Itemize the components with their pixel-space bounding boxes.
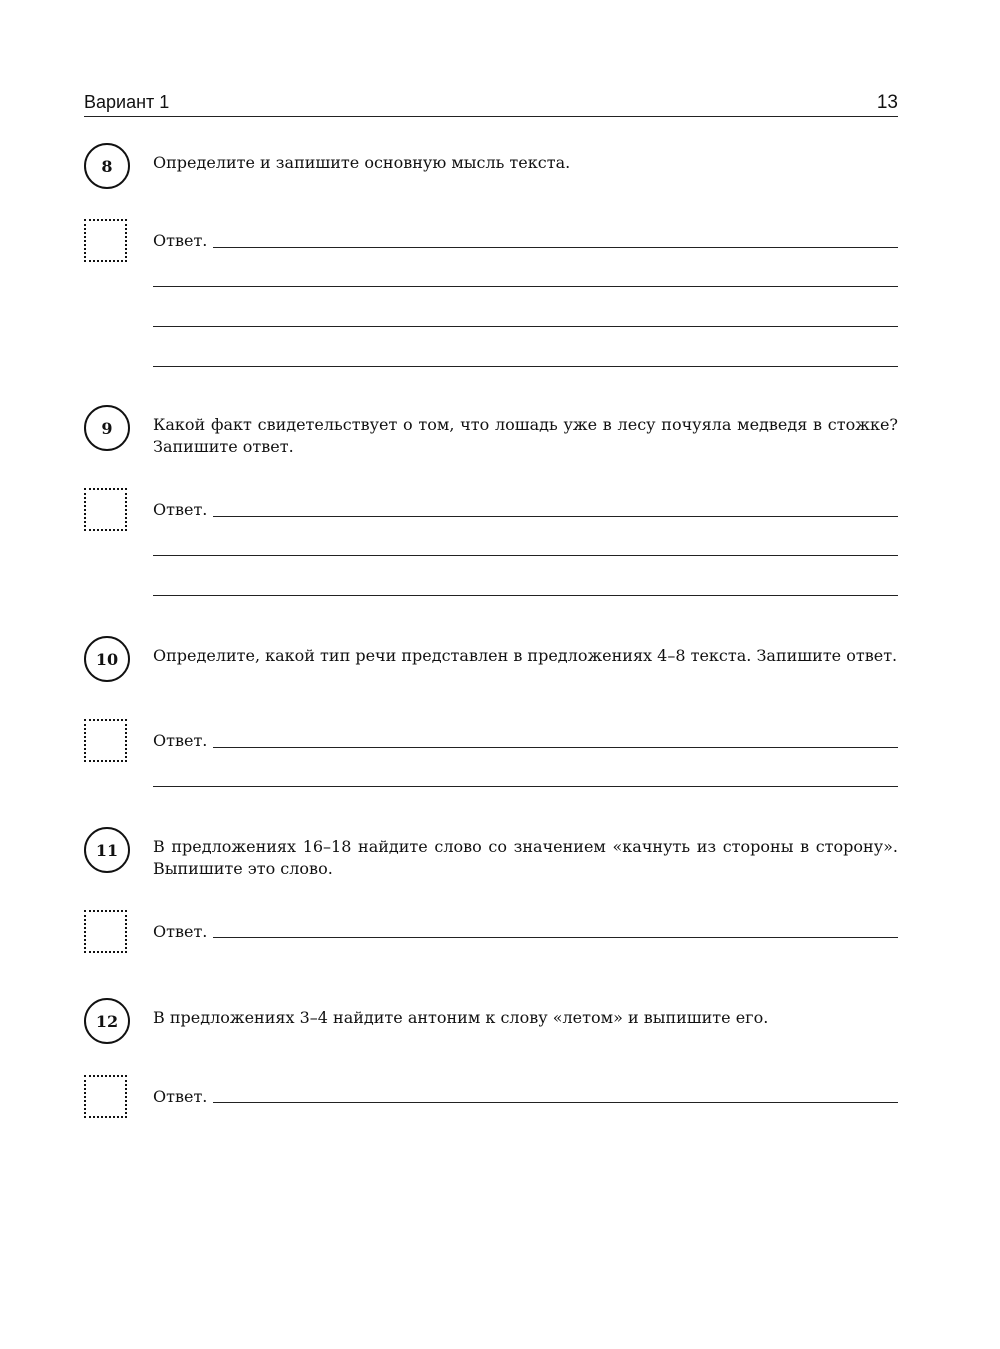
task-number: 8 bbox=[84, 143, 130, 189]
task-question: В предложениях 16–18 найдите слово со значением «качнуть из стороны в сторону». Выпишите это слово. bbox=[153, 837, 898, 878]
answer-label: Ответ. bbox=[153, 922, 208, 941]
answer-line[interactable] bbox=[153, 555, 898, 556]
task-number: 10 bbox=[84, 636, 130, 682]
answer-line[interactable] bbox=[213, 1102, 898, 1103]
answer-line[interactable] bbox=[213, 516, 898, 517]
answer-line[interactable] bbox=[153, 326, 898, 327]
task-question: В предложениях 3–4 найдите антоним к слову «летом» и выпишите его. bbox=[153, 1008, 769, 1027]
answer-box[interactable] bbox=[84, 719, 127, 762]
answer-line[interactable] bbox=[153, 286, 898, 287]
task-question: Определите и запишите основную мысль текста. bbox=[153, 153, 571, 172]
answer-box[interactable] bbox=[84, 910, 127, 953]
answer-line[interactable] bbox=[213, 247, 898, 248]
answer-box[interactable] bbox=[84, 1075, 127, 1118]
answer-box[interactable] bbox=[84, 488, 127, 531]
answer-label: Ответ. bbox=[153, 231, 208, 250]
answer-label: Ответ. bbox=[153, 1087, 208, 1106]
page-number: 13 bbox=[876, 92, 898, 113]
answer-line[interactable] bbox=[153, 786, 898, 787]
task-number: 11 bbox=[84, 827, 130, 873]
answer-label: Ответ. bbox=[153, 500, 208, 519]
task-number: 12 bbox=[84, 998, 130, 1044]
task-question: Какой факт свидетельствует о том, что лошадь уже в лесу почуяла медведя в стожке? Запишите ответ. bbox=[153, 415, 898, 456]
answer-line[interactable] bbox=[213, 937, 898, 938]
answer-line[interactable] bbox=[213, 747, 898, 748]
answer-label: Ответ. bbox=[153, 731, 208, 750]
answer-box[interactable] bbox=[84, 219, 127, 262]
page-header bbox=[84, 90, 898, 117]
task-number: 9 bbox=[84, 405, 130, 451]
answer-line[interactable] bbox=[153, 595, 898, 596]
answer-line[interactable] bbox=[153, 366, 898, 367]
task-question: Определите, какой тип речи представлен в предложениях 4–8 текста. Запишите ответ. bbox=[153, 646, 898, 665]
variant-title: Вариант 1 bbox=[84, 92, 170, 112]
